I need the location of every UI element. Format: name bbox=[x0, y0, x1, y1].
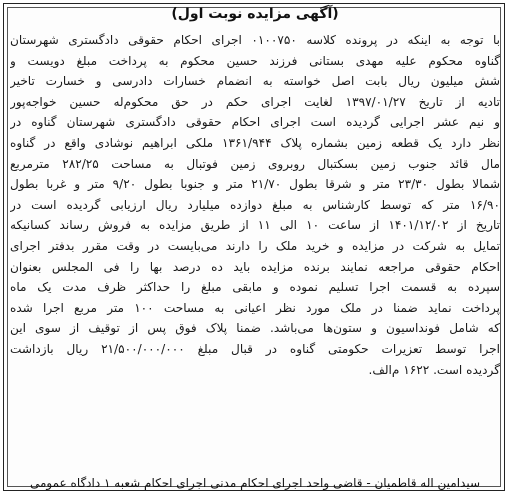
notice-line: شش میلیون ریال بابت اصل خواسته به انضمام خسارات دادرسی و خسارت تاخیر bbox=[10, 74, 500, 89]
notice-line: مال قائد جنوب زمین بسکتبال روبروی زمین فوتبال به مساحت ۲۸۲/۲۵ مترمربع bbox=[10, 156, 500, 171]
notice-line: گردیده است. ۱۶۲۲ م‌الف. bbox=[368, 362, 500, 377]
notice-line: احکام حقوقی مراجعه نمایند برنده مزایده باید ده درصد بها را فی المجلس بعنوان bbox=[10, 259, 500, 274]
notice-line: ۱۶/۹۰ متر که توسط کارشناس به مبلغ دوازده میلیارد ریال ارزیابی گردیده است در bbox=[10, 197, 500, 212]
notice-line: پرداخت نماید ضمنا در ملک مورد نظر اعیانی به مساحت ۱۰۰ متر مربع اجرا شده bbox=[10, 300, 500, 315]
notice-line: با توجه به اینکه در پرونده کلاسه ۰۱۰۰۷۵۰ اجرای احکام حقوقی دادگستری شهرستان bbox=[10, 33, 500, 47]
notice-body bbox=[10, 30, 500, 380]
notice-line: که شامل فونداسیون و ستون‌ها می‌باشد. ضمنا پلاک فوق پس از توقیف از سوی این bbox=[10, 321, 500, 336]
notice-line: نظر دارد یک قطعه زمین بشماره پلاک ۱۳۶۱/۹۴۴ ملکی ابراهیم نوشادی واقع در گناوه bbox=[10, 135, 500, 150]
notice-signature: سیدامین اله قاطمیان - قاضی واحد اجرای احکام مدنی اجرای احکام شعبه ۱ دادگاه عمومی bbox=[29, 476, 480, 490]
notice-line: شمالا بطول ۲۳/۳۰ متر و شرقا بطول ۲۱/۷۰ متر و جنوبا بطول ۹/۲۰ متر و غربا بطول bbox=[10, 177, 500, 192]
notice-title: (آگهی مزایده نوبت اول) bbox=[171, 6, 339, 22]
notice-line: تمایل به شرکت در مزایده و خرید ملک را دارند می‌بایست در وقت مقرر بدفتر اجرای bbox=[10, 238, 500, 253]
notice-line: گناوه محکوم علیه مهدی بستانی فرزند حسین محکوم به پرداخت مبلغ دویست و bbox=[10, 53, 500, 68]
notice-line: اجرا توسط تعزیرات حکومتی گناوه در قبال مبلغ ۲۱/۵۰۰/۰۰۰/۰۰۰ ریال بازداشت bbox=[10, 341, 500, 356]
notice-line: تادیه از تاریخ ۱۳۹۷/۰۱/۲۷ لغایت اجرای حکم در حق محکوم‌له حسین خواجه‌پور bbox=[10, 94, 500, 109]
notice-line: و نیم عشر اجرایی گردیده است اجرای احکام حقوقی دادگستری شهرستان گناوه در bbox=[10, 115, 500, 130]
notice-line: تاریخ از ۱۴۰۱/۱۲/۰۲ از ساعت ۱۰ الی ۱۱ از طریق مزایده به فروش رساند کسانیکه bbox=[10, 218, 500, 233]
notice-line: سپرده به قسمت اجرا تسلیم نموده و مابقی مبلغ را حداکثر ظرف مدت یک ماه bbox=[10, 280, 500, 295]
